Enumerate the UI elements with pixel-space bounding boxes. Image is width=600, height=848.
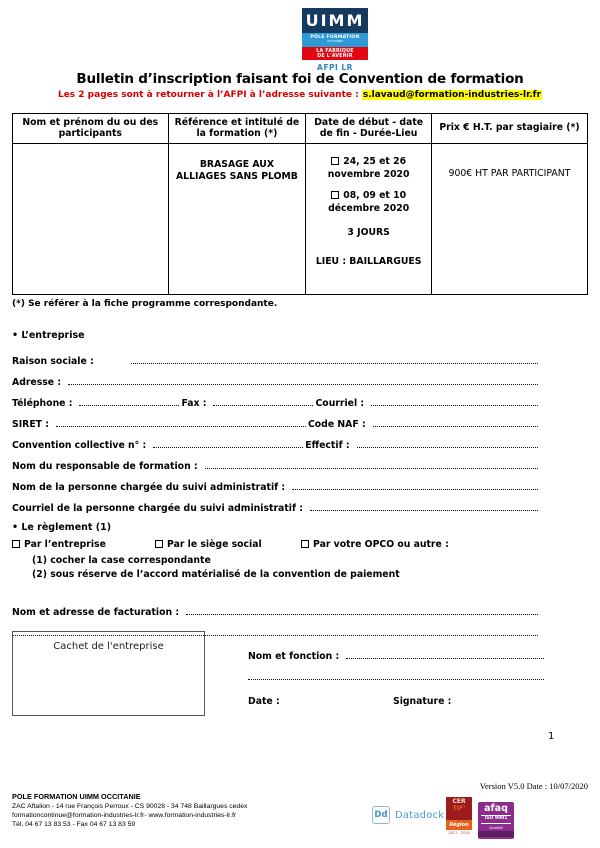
header-participants: Nom et prénom du ou des participants: [13, 114, 169, 144]
fabrique-line2: DE L'AVENIR: [317, 54, 353, 60]
note-2: (2) sous réserve de l’accord matérialisé de la convention de paiement: [32, 569, 400, 581]
adresse-input[interactable]: [68, 384, 538, 385]
responsable-input[interactable]: [205, 468, 538, 469]
entreprise-heading: • L’entreprise: [12, 330, 85, 341]
convention-collective-label: Convention collective n° :: [12, 440, 147, 451]
session-2-label: 08, 09 et 10 décembre 2020: [328, 190, 410, 214]
telephone-input[interactable]: [79, 405, 179, 406]
checkbox-opco[interactable]: [301, 540, 309, 548]
field-suivi-nom: [12, 472, 540, 493]
cell-formation: BRASAGE AUX ALLIAGES SANS PLOMB: [169, 144, 307, 294]
courriel-input[interactable]: [371, 405, 538, 406]
siret-input[interactable]: [56, 426, 306, 427]
table-footnote: (*) Se référer à la fiche programme correspondante.: [12, 299, 278, 309]
header-dates: Date de début - date de fin - Durée-Lieu: [306, 114, 432, 144]
duration-label: 3 JOURS: [347, 227, 390, 239]
footer-address: ZAC Aftalion - 14 rue François Perroux - CS 90028 - 34 748 Baillargues cedex: [12, 802, 248, 810]
cell-dates: [306, 144, 432, 294]
nom-fonction-label: Nom et fonction :: [248, 651, 340, 662]
nom-fonction-input-line2[interactable]: [248, 679, 544, 680]
afaq-qualite-label: Qualité: [489, 824, 503, 830]
location-label: LIEU : BAILLARGUES: [315, 255, 422, 267]
cell-participants[interactable]: [13, 144, 169, 294]
option-entreprise-label: Par l’entreprise: [24, 539, 106, 550]
courriel-label: Courriel :: [315, 398, 365, 409]
fax-input[interactable]: [213, 405, 313, 406]
adresse-label: Adresse :: [12, 377, 62, 388]
suivi-courriel-label: Courriel de la personne chargée du suivi administratif :: [12, 503, 303, 514]
fax-label: Fax :: [181, 398, 207, 409]
field-telephone-fax-courriel: [12, 388, 540, 409]
formation-table: [12, 113, 588, 295]
page-title: Bulletin d’inscription faisant foi de Convention de formation: [76, 71, 524, 87]
footer-contact-block: [12, 792, 247, 829]
footer-web: formationcontinue@formation-industries-lr.fr- www.formation-industries-lr.fr: [12, 812, 237, 820]
suivi-nom-input[interactable]: [292, 489, 538, 490]
cell-price: 900€ HT PAR PARTICIPANT: [448, 168, 571, 179]
checkbox-entreprise[interactable]: [12, 540, 20, 548]
reglement-heading: • Le règlement (1): [12, 522, 112, 533]
field-responsable: [12, 451, 540, 472]
uimm-logo: [302, 8, 368, 72]
table-body-row: [13, 144, 587, 294]
siret-label: SIRET :: [12, 419, 49, 430]
page-number: 1: [548, 731, 555, 742]
signature-block: [248, 641, 546, 707]
raison-sociale-label: Raison sociale :: [12, 356, 94, 367]
raison-sociale-input[interactable]: [131, 363, 538, 364]
datadock-label: Datadock: [395, 809, 445, 821]
pole-formation-band: [302, 33, 368, 47]
footer-org-name: POLE FORMATION UIMM OCCITANIE: [12, 792, 141, 801]
field-nom-fonction-line2: [248, 662, 546, 683]
footer-phone: Tél. 04 67 13 83 53 - Fax 04 67 13 83 59: [12, 821, 136, 829]
checkbox-session-2[interactable]: [331, 191, 339, 199]
afaq-name: afaq: [484, 803, 508, 814]
field-suivi-courriel: [12, 493, 540, 514]
suivi-courriel-input[interactable]: [310, 510, 538, 511]
afaq-afnor-strip: [478, 831, 514, 837]
certif-years: 2017 - 2019: [448, 831, 470, 835]
certif-region-top: [446, 797, 472, 820]
certif-line2: TIF’: [452, 804, 466, 812]
cachet-box[interactable]: [12, 631, 205, 716]
note-1: (1) cocher la case correspondante: [32, 555, 211, 566]
datadock-logo: [372, 806, 444, 824]
session-1-label: 24, 25 et 26 novembre 2020: [327, 156, 410, 180]
checkbox-session-1[interactable]: [331, 157, 339, 165]
field-convention-effectif: [12, 430, 540, 451]
field-nom-fonction: [248, 641, 546, 662]
certif-region-logo: [446, 797, 472, 835]
suivi-nom-label: Nom de la personne chargée du suivi administratif :: [12, 482, 286, 493]
return-instruction: [0, 90, 600, 100]
table-header-row: [13, 114, 587, 144]
date-label: Date :: [248, 696, 280, 707]
option-siege-social-label: Par le siège social: [167, 539, 262, 550]
fabrique-band: [302, 47, 368, 60]
field-adresse: [12, 367, 540, 388]
effectif-input[interactable]: [357, 447, 538, 448]
fabrique-line1: LA FABRIQUE: [316, 49, 354, 54]
occitanie-label: OCCITANIE: [326, 39, 344, 44]
option-opco-label: Par votre OPCO ou autre :: [313, 539, 449, 550]
header-price: Prix € H.T. par stagiaire (*): [432, 114, 587, 144]
reglement-notes: [32, 554, 540, 583]
header-formation: Référence et intitulé de la formation (*): [169, 114, 307, 144]
field-facturation: [12, 597, 540, 618]
pole-formation-label: PÔLE FORMATION: [310, 35, 360, 40]
field-siret-naf: [12, 409, 540, 430]
datadock-icon: Dd: [372, 806, 390, 824]
convention-collective-input[interactable]: [153, 447, 303, 448]
option-opco[interactable]: [301, 539, 540, 550]
option-entreprise[interactable]: [12, 539, 155, 550]
afpi-lr-label: AFPI LR: [317, 63, 353, 72]
session-option-2[interactable]: [312, 190, 425, 215]
session-option-1[interactable]: [312, 156, 425, 181]
telephone-label: Téléphone :: [12, 398, 73, 409]
signature-label: Signature :: [393, 696, 452, 707]
code-naf-input[interactable]: [373, 426, 538, 427]
facturation-input[interactable]: [186, 614, 538, 615]
field-raison-sociale: [12, 346, 540, 367]
reglement-section: [12, 522, 540, 639]
uimm-logo-text: UIMM: [302, 8, 368, 33]
responsable-label: Nom du responsable de formation :: [12, 461, 198, 472]
option-siege-social[interactable]: [155, 539, 301, 550]
version-label: Version V5.0 Date : 10/07/2020: [479, 781, 588, 791]
checkbox-siege-social[interactable]: [155, 540, 163, 548]
date-signature-row: [248, 696, 546, 707]
afaq-iso-label: ISO 9001: [481, 815, 511, 823]
certif-region-label: Région: [446, 820, 472, 830]
nom-fonction-input[interactable]: [346, 658, 544, 659]
code-naf-label: Code NAF :: [307, 419, 366, 430]
afaq-iso-logo: [478, 802, 514, 839]
facturation-label: Nom et adresse de facturation :: [12, 606, 180, 618]
return-instruction-text: Les 2 pages sont à retourner à l’AFPI à l’adresse suivante :: [57, 90, 362, 100]
payment-options: [12, 539, 540, 550]
certif-line1: CER: [452, 798, 466, 805]
effectif-label: Effectif :: [305, 440, 350, 451]
contact-email-link[interactable]: s.lavaud@formation-industries-lr.fr: [362, 90, 542, 100]
cachet-label: Cachet de l'entreprise: [53, 641, 164, 652]
entreprise-section: [12, 330, 540, 514]
